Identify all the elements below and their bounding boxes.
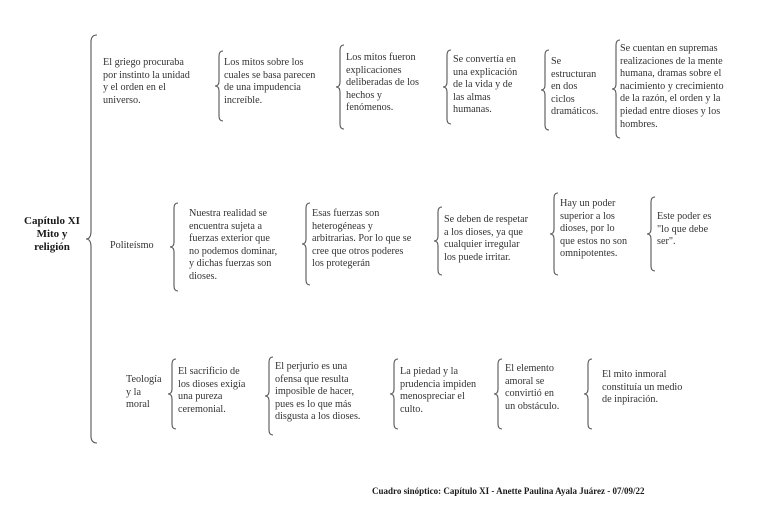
row1-node4: Se convertía en una explicación de la vida y de las almas humanas. (453, 54, 518, 116)
row2-node3: Se deben de respetar a los dioses, ya que cualquier irregular los puede irritar. (444, 214, 529, 263)
diagram-title: Capítulo XI Mito y religión (24, 215, 80, 253)
row2-bracket3 (434, 206, 444, 276)
row1-node5: Se estructuran en dos ciclos dramáticos. (551, 56, 599, 118)
row1-node2: Los mitos sobre los cuales se basa parecen de una impudencia increíble. (224, 57, 316, 106)
row2-node4: Hay un poder superior a los dioses, por lo que estos no son omnipotentes. (560, 198, 628, 260)
row3-bracket5 (584, 358, 594, 430)
footer-caption: Cuadro sinóptico: Capítulo XI - Anette Paulina Ayala Juárez - 07/09/22 (372, 486, 645, 496)
row3-node3: La piedad y la prudencia impiden menospreciar el culto. (400, 366, 477, 415)
row3-bracket4 (494, 358, 504, 430)
row3-node2: El perjurio es una ofensa que resulta imposible de hacer, pues es lo que más disgusta a los dioses. (275, 361, 361, 423)
row1-bracket4 (541, 49, 551, 131)
row2-bracket1 (170, 202, 180, 292)
row1-bracket2 (336, 44, 346, 130)
row3-node4: El elemento amoral se convirtió en un obstáculo. (505, 363, 560, 412)
row2-node2: Esas fuerzas son heterogéneas y arbitrarias. Por lo que se cree que otros poderes los protegerán (312, 208, 412, 270)
main-bracket (86, 34, 100, 444)
row3-node5: El mito inmoral constituía un medio de inpiración. (602, 369, 683, 406)
row1-node6: Se cuentan en supremas realizaciones de la mente humana, dramas sobre el nacimiento y crecimiento de la razón, el orden y la piedad entre dioses y los hombres. (620, 43, 724, 130)
row3-bracket3 (390, 358, 400, 430)
row3-label: Teología y la moral (126, 374, 162, 411)
row3-bracket1 (168, 358, 178, 430)
row3-node1: El sacrificio de los dioses exigía una pureza ceremonial. (178, 366, 246, 415)
row2-bracket4 (550, 192, 560, 276)
row2-node5: Este poder es "lo que debe ser". (657, 211, 712, 248)
row1-node3: Los mitos fueron explicaciones deliberadas de los hechos y fenómenos. (346, 52, 419, 114)
row2-node1: Nuestra realidad se encuentra sujeta a fuerzas exterior que no podemos dominar, y dichas fuerzas son dioses. (189, 208, 278, 282)
row2-bracket2 (302, 202, 312, 286)
row1-bracket3 (443, 49, 453, 125)
row2-label: Politeísmo (110, 240, 154, 251)
row3-bracket2 (265, 356, 275, 436)
row2-bracket5 (647, 196, 657, 272)
row1-node1: El griego procuraba por instinto la unidad y el orden en el universo. (103, 57, 190, 106)
